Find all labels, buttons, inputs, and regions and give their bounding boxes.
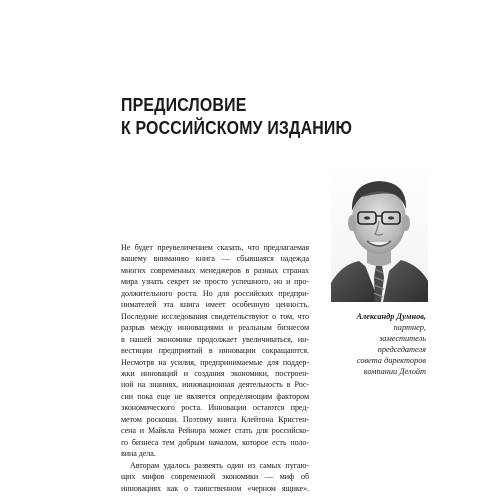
body-line: многих современных менеджеров в разных странах xyxy=(121,265,309,275)
chapter-heading xyxy=(121,93,352,139)
body-line: Последние исследования свидетельствуют о том, что xyxy=(121,311,309,321)
body-line: мира узнать секрет не просто успешного, но и про- xyxy=(121,277,309,287)
body-line: сена и Майкла Рейнора может стать для российско- xyxy=(121,426,309,436)
body-line: разрыв между инновациями и реальным бизнесом xyxy=(121,323,309,333)
author-role-line-2: заместитель xyxy=(379,334,426,343)
body-line: Авторам удалось развеять один из самых пугаю- xyxy=(130,460,309,470)
author-name: Александр Думнов, xyxy=(356,312,426,321)
body-line: нимателей эта книга имеет особенную ценность. xyxy=(121,300,309,310)
author-role-line-3: председателя xyxy=(377,345,426,354)
body-line: Не будет преувеличением сказать, что предлагаемая xyxy=(121,243,309,252)
body-line: Несмотря на усилия, предпринимаемые для поддер- xyxy=(121,357,309,367)
body-line: в нашей экономике продолжает увеличиваться, ин- xyxy=(121,334,309,344)
author-role-line-1: партнер, xyxy=(393,323,426,332)
body-line: вашему вниманию книга — сбывшаяся надежда xyxy=(121,254,309,264)
body-line: инновациях как о таинственном «черном ящике». xyxy=(121,483,309,493)
chapter-heading-line-2: К РОССИЙСКОМУ ИЗДАНИЮ xyxy=(121,117,353,138)
body-line: метом роскоши. Поэтому книга Клейтона Кристен- xyxy=(121,414,309,424)
body-line: щих мифов современной экономики — миф об xyxy=(121,472,309,482)
body-line: ной на знаниях, инновационная деятельность в Рос- xyxy=(121,380,309,390)
chapter-heading-line-1: ПРЕДИСЛОВИЕ xyxy=(121,94,247,115)
author-caption xyxy=(300,311,426,377)
body-line: экономического роста. Инновации остаются пред- xyxy=(121,403,309,413)
portrait-image xyxy=(331,165,428,302)
body-line: должительного роста. Но для российских предпри- xyxy=(121,288,309,298)
author-portrait xyxy=(331,165,428,302)
author-role-line-4: совета директоров xyxy=(356,356,426,365)
preface-body-text xyxy=(121,242,309,494)
body-line: вестиции предприятий в инновации сокращаются. xyxy=(121,346,309,356)
body-line: сии пока еще не является определяющим фактором xyxy=(121,391,309,401)
body-line: жки инноваций и создания экономики, построен- xyxy=(121,368,309,378)
body-line: го бизнеса тем добрым началом, которое есть поло- xyxy=(121,437,309,447)
body-line: вина дела. xyxy=(121,449,156,459)
author-role-line-5: компании Делойт xyxy=(363,367,426,376)
